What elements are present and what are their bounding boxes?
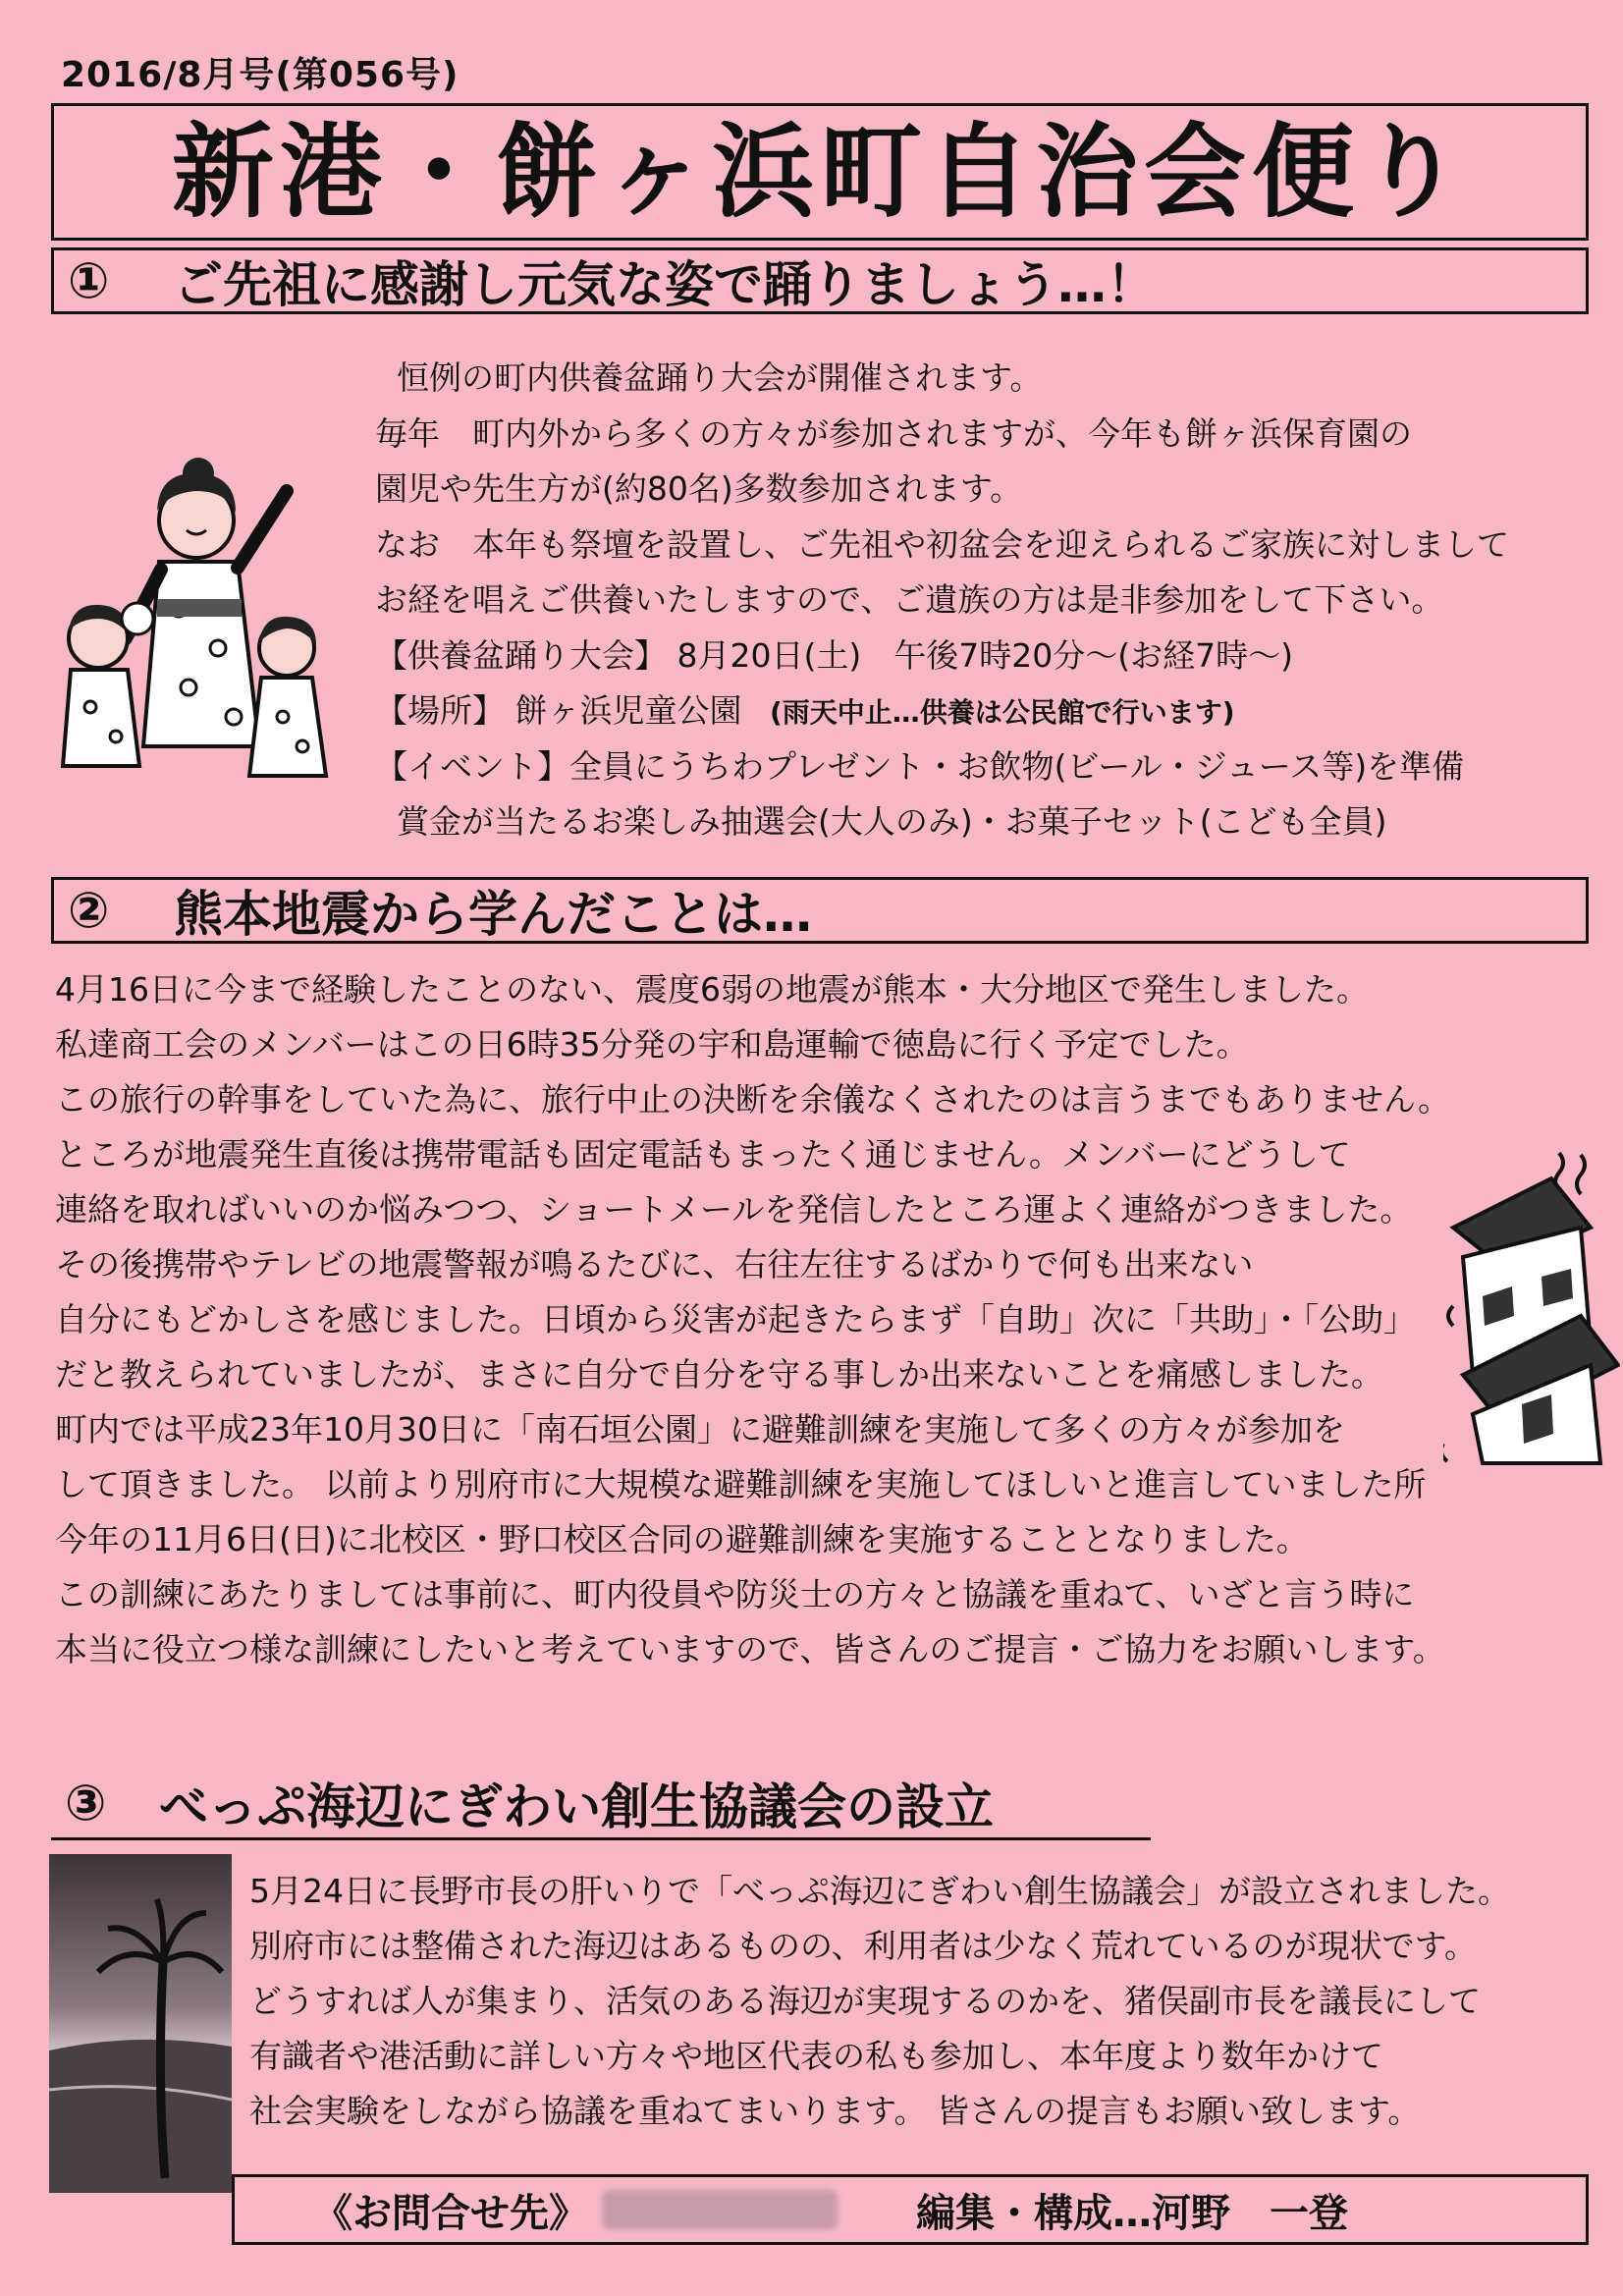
section1-line: 毎年 町内外から多くの方々が参加されますが、今年も餅ヶ浜保育園の	[375, 413, 1412, 453]
event-location: 【場所】 餅ヶ浜児童公園	[375, 691, 742, 730]
section2-line: 本当に役立つ様な訓練にしたいと考えていますので、皆さんのご提言・ご協力をお願いします。	[55, 1630, 1445, 1668]
section2-line: ところが地震発生直後は携帯電話も固定電話もまったく通じません。メンバーにどうして	[55, 1135, 1351, 1174]
section2-line: この旅行の幹事をしていた為に、旅行中止の決断を余儀なくされたのは言うまでもありません。	[55, 1080, 1450, 1119]
section1-line: 園児や先生方が(約80名)多数参加されます。	[375, 469, 1023, 508]
section1-heading: ご先祖に感謝し元気な姿で踊りましょう…！	[174, 256, 1156, 313]
section3-body	[249, 1864, 1510, 2139]
rain-note: (雨天中止…供養は公民館で行います)	[770, 696, 1235, 729]
section3-line: 5月24日に長野市長の肝いりで「べっぷ海辺にぎわい創生協議会」が設立されました。	[249, 1872, 1510, 1910]
section3-underline	[51, 1837, 1151, 1840]
section2-line: 4月16日に今まで経験したことのない、震度6弱の地震が熊本・大分地区で発生しました。	[55, 970, 1369, 1009]
palm-tree-beach-photo	[49, 1854, 232, 2193]
section3-line: 別府市には整備された海辺はあるものの、利用者は少なく荒れているのが現状です。	[249, 1927, 1478, 1965]
section2-heading: 熊本地震から学んだことは…	[174, 886, 812, 943]
section1-number: ①	[68, 252, 110, 309]
section2-line: して頂きました。 以前より別府市に大規模な避難訓練を実施してほしいと進言していました所	[55, 1465, 1427, 1503]
section2-line: 連絡を取ればいいのか悩みつつ、ショートメールを発信したところ運よく連絡がつきました。	[55, 1190, 1413, 1229]
masthead-title: 新港・餅ヶ浜町自治会便り	[171, 112, 1468, 232]
redacted-phone	[602, 2190, 838, 2229]
section2-line: だと教えられていましたが、まさに自分で自分を守る事しか出来ないことを痛感しました。	[55, 1355, 1383, 1394]
section2-line: その後携帯やテレビの地震警報が鳴るたびに、右往左往するばかりで何も出来ない	[55, 1245, 1254, 1284]
section2-line: 今年の11月6日(日)に北校区・野口校区合同の避難訓練を実施することとなりました。	[55, 1520, 1309, 1558]
collapsed-house-illustration	[1443, 1149, 1620, 1473]
event-details-2: 賞金が当たるお楽しみ抽選会(大人のみ)・お菓子セット(こども全員)	[397, 802, 1387, 841]
section2-body	[55, 962, 1450, 1677]
contact-footer	[232, 2174, 1589, 2245]
masthead	[51, 103, 1589, 241]
section1-body	[375, 351, 1509, 850]
section3-number: ③	[65, 1775, 107, 1831]
section1-line: なお 本年も祭壇を設置し、ご先祖や初盆会を迎えられるご家族に対しまして	[375, 524, 1509, 564]
section3-line: どうすれば人が集まり、活気のある海辺が実現するのかを、猪俣副市長を議長にして	[249, 1982, 1481, 2020]
contact-label: 《お問合せ先》	[313, 2190, 588, 2236]
event-schedule: 【供養盆踊り大会】 8月20日(土) 午後7時20分～(お経7時～)	[375, 635, 1293, 675]
section3-line: 有識者や港活動に詳しい方々や地区代表の私も参加し、本年度より数年かけて	[249, 2037, 1383, 2075]
section2-line: 自分にもどかしさを感じました。日頃から災害が起きたらまず「自助」次に「共助」・「公助」	[55, 1300, 1416, 1339]
event-location-line	[375, 683, 1509, 739]
section3-line: 社会実験をしながら協議を重ねてまいります。 皆さんの提言もお願い致します。	[249, 2092, 1421, 2130]
section2-line: この訓練にあたりましては事前に、町内役員や防災士の方々と協議を重ねて、いざと言う時に	[55, 1575, 1415, 1613]
issue-number: 2016/8月号(第056号)	[61, 55, 460, 95]
section2-number: ②	[68, 882, 110, 939]
section1-header	[51, 247, 1589, 314]
section3-heading: べっぷ海辺にぎわい創生協議会の設立	[159, 1778, 994, 1835]
section2-line: 町内では平成23年10月30日に「南石垣公園」に避難訓練を実施して多くの方々が参加を	[55, 1410, 1345, 1449]
section1-line: 恒例の町内供養盆踊り大会が開催されます。	[397, 358, 1043, 397]
section1-line: お経を唱えご供養いたしますので、ご遺族の方は是非参加をして下さい。	[375, 580, 1444, 619]
section2-header	[51, 877, 1589, 944]
event-details: 【イベント】全員にうちわプレゼント・お飲物(ビール・ジュース等)を準備	[375, 746, 1465, 786]
section2-line: 私達商工会のメンバーはこの日6時35分発の宇和島運輸で徳島に行く予定でした。	[55, 1025, 1249, 1064]
bon-dance-illustration	[41, 452, 336, 805]
editor-credit: 編集・構成…河野 一登	[916, 2190, 1348, 2236]
section3-header	[51, 1770, 994, 1836]
